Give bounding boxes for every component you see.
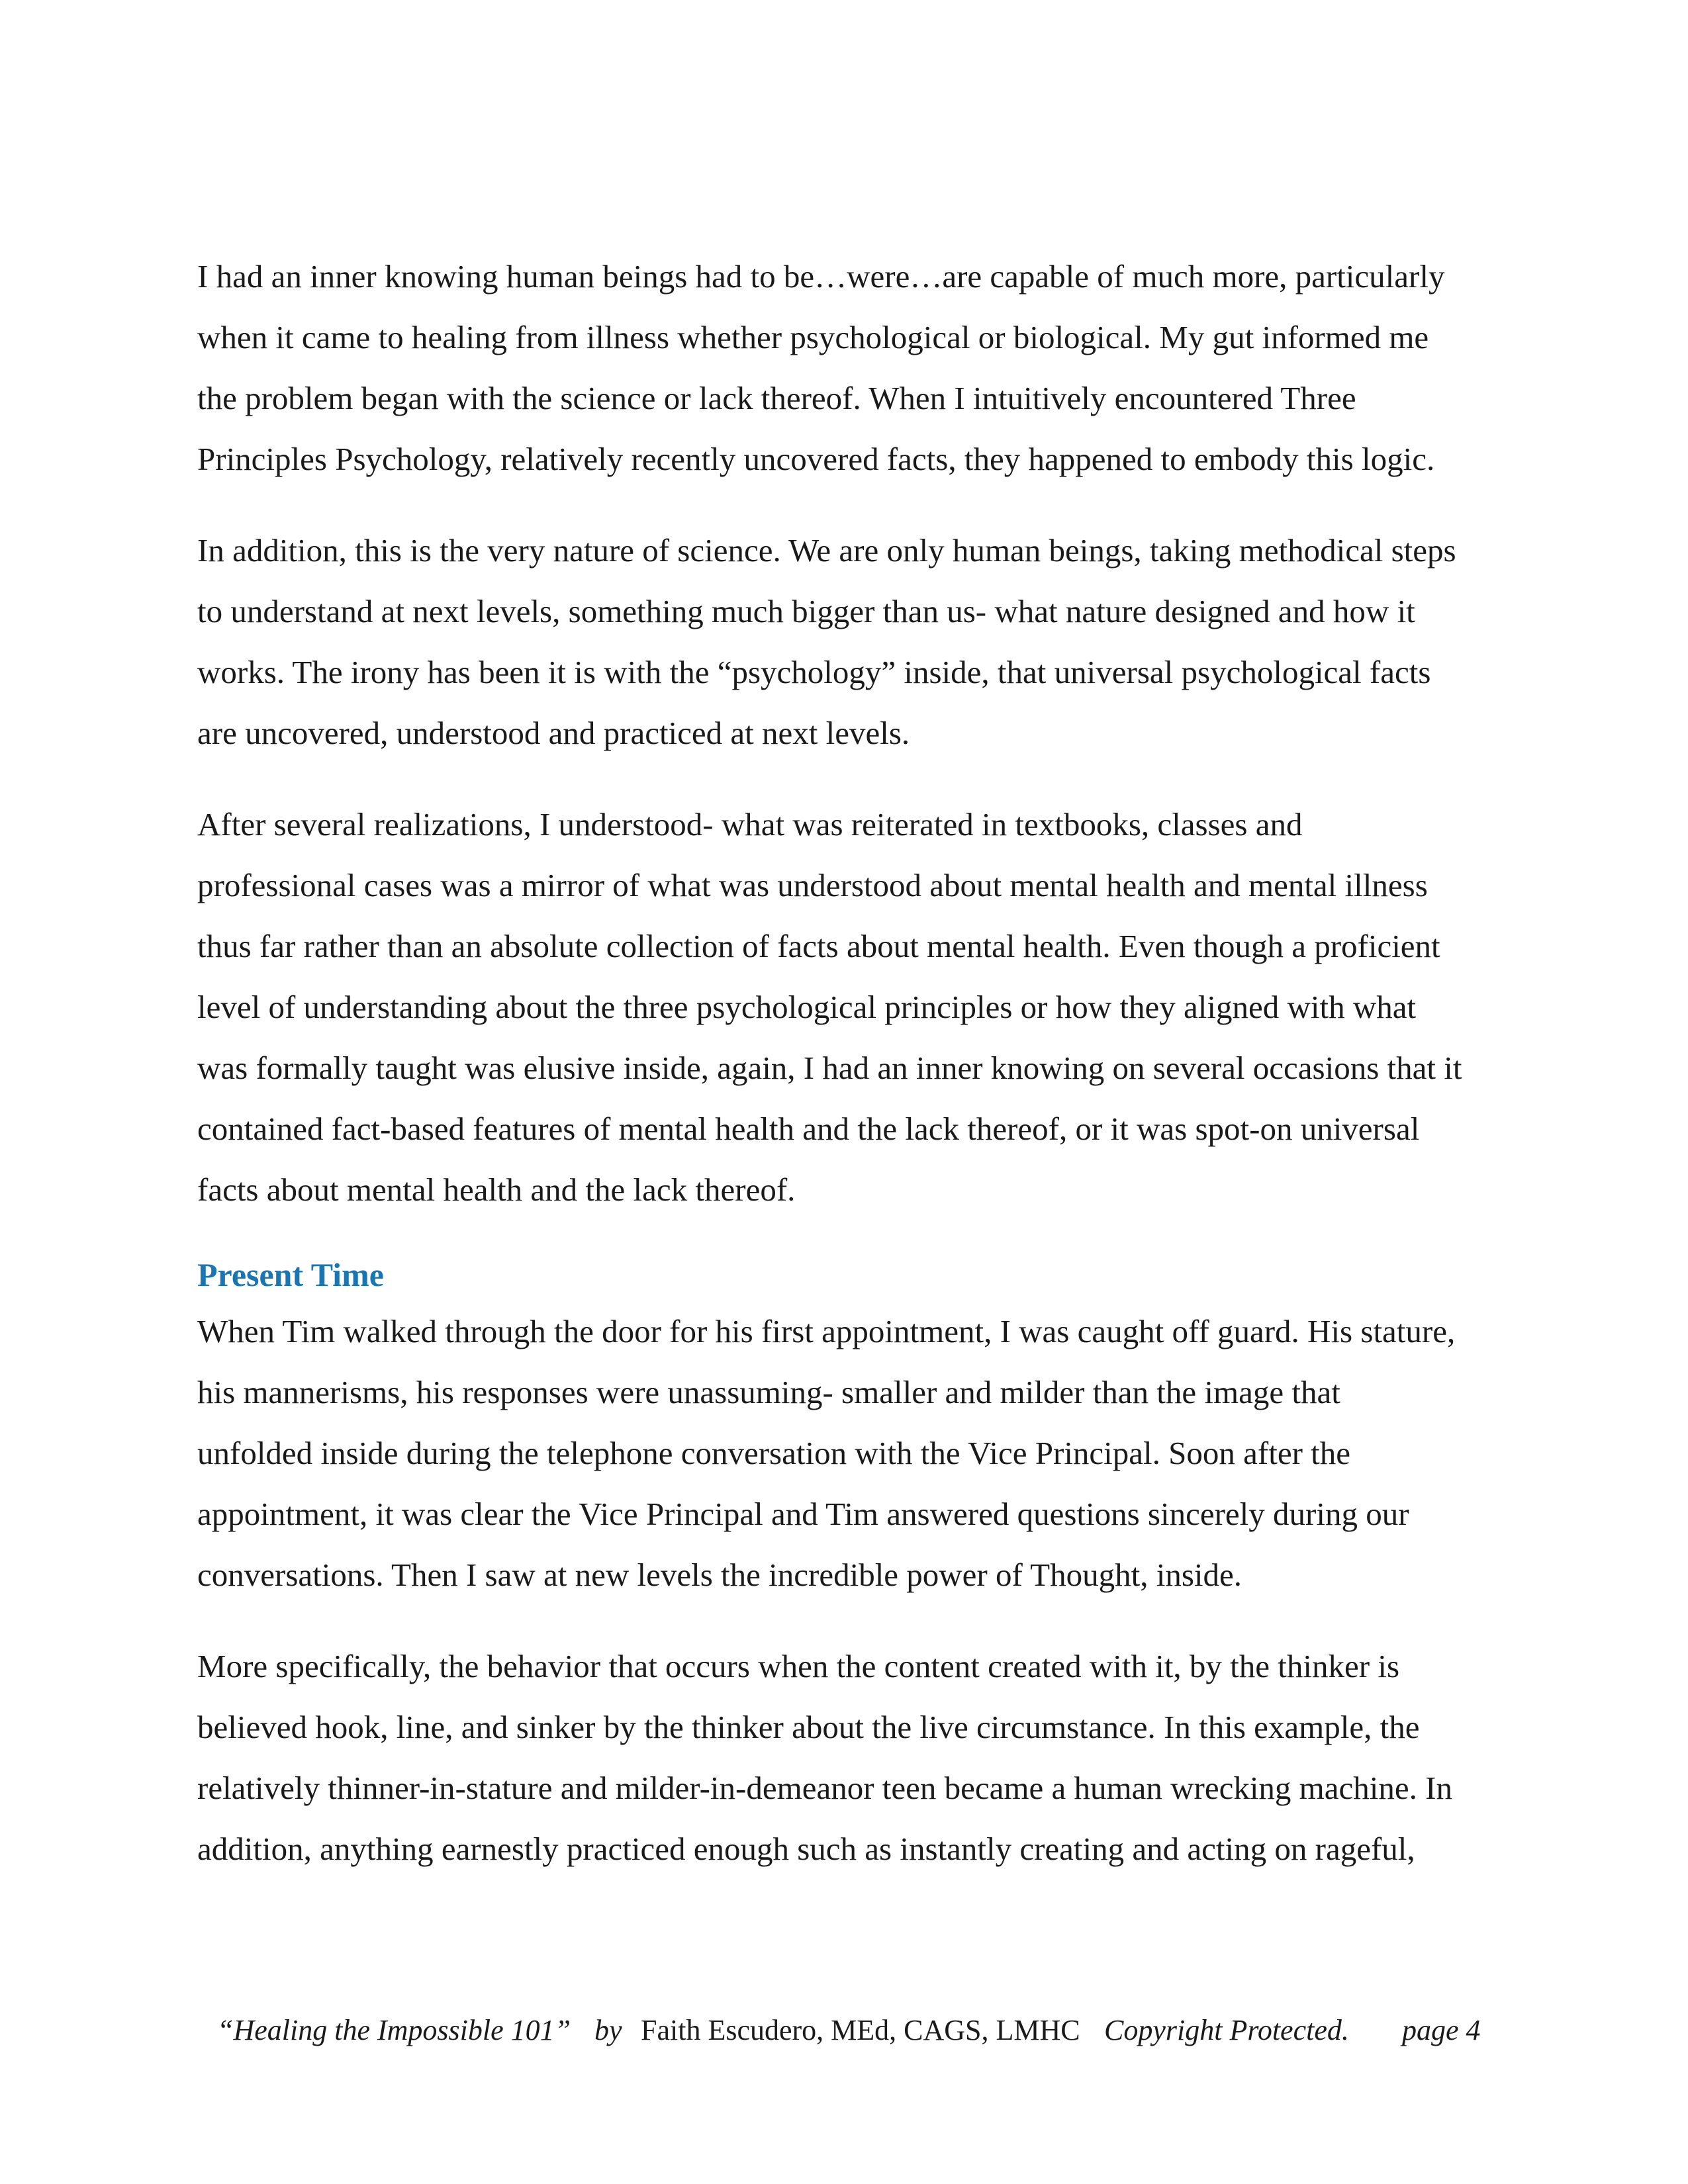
text-line: his mannerisms, his responses were unassuming- smaller and milder than the image that xyxy=(197,1374,1340,1410)
text-line: to understand at next levels, something much bigger than us- what nature designed and how it xyxy=(197,593,1415,629)
text-line: facts about mental health and the lack thereof. xyxy=(197,1171,796,1208)
text-line: Principles Psychology, relatively recently uncovered facts, they happened to embody this logic. xyxy=(197,441,1435,477)
text-line: After several realizations, I understood- what was reiterated in textbooks, classes and xyxy=(197,806,1303,842)
footer-book-title: “Healing the Impossible 101” xyxy=(217,2014,571,2046)
paragraph-5 xyxy=(197,1636,1495,1880)
footer-copyright: Copyright Protected. xyxy=(1104,2014,1349,2046)
text-line: relatively thinner-in-stature and milder-in-demeanor teen became a human wrecking machine. In xyxy=(197,1770,1452,1806)
text-line: thus far rather than an absolute collection of facts about mental health. Even though a proficient xyxy=(197,928,1440,964)
text-line: In addition, this is the very nature of science. We are only human beings, taking methodical steps xyxy=(197,532,1456,569)
text-line: appointment, it was clear the Vice Principal and Tim answered questions sincerely during our xyxy=(197,1496,1409,1532)
text-line: level of understanding about the three psychological principles or how they aligned with what xyxy=(197,989,1417,1025)
text-line: was formally taught was elusive inside, again, I had an inner knowing on several occasions that it xyxy=(197,1050,1462,1086)
text-line: are uncovered, understood and practiced at next levels. xyxy=(197,715,910,751)
paragraph-1 xyxy=(197,246,1495,490)
footer-page-number: page 4 xyxy=(1402,2014,1481,2046)
text-line: contained fact-based features of mental health and the lack thereof, or it was spot-on universal xyxy=(197,1111,1420,1147)
text-line: believed hook, line, and sinker by the thinker about the live circumstance. In this example, the xyxy=(197,1709,1420,1745)
text-line: When Tim walked through the door for his first appointment, I was caught off guard. His stature, xyxy=(197,1313,1456,1349)
page-body xyxy=(197,246,1495,1910)
text-line: professional cases was a mirror of what was understood about mental health and mental illness xyxy=(197,867,1428,903)
section-heading: Present Time xyxy=(197,1256,384,1293)
text-line: addition, anything earnestly practiced enough such as instantly creating and acting on rageful, xyxy=(197,1831,1415,1867)
text-line: More specifically, the behavior that occurs when the content created with it, by the thinker is xyxy=(197,1648,1400,1684)
text-line: unfolded inside during the telephone conversation with the Vice Principal. Soon after the xyxy=(197,1435,1351,1471)
footer-by: by xyxy=(594,2014,622,2046)
paragraph-2 xyxy=(197,520,1495,764)
text-line: I had an inner knowing human beings had to be…were…are capable of much more, particularly xyxy=(197,258,1445,295)
text-line: the problem began with the science or lack thereof. When I intuitively encountered Three xyxy=(197,380,1356,416)
page-footer xyxy=(217,2007,1488,2054)
paragraph-4 xyxy=(197,1301,1495,1606)
text-line: conversations. Then I saw at new levels the incredible power of Thought, inside. xyxy=(197,1557,1243,1593)
footer-author: Faith Escudero, MEd, CAGS, LMHC xyxy=(641,2014,1080,2046)
paragraph-3 xyxy=(197,794,1495,1220)
text-line: when it came to healing from illness whether psychological or biological. My gut informed me xyxy=(197,319,1429,355)
text-line: works. The irony has been it is with the “psychology” inside, that universal psychological facts xyxy=(197,654,1431,690)
